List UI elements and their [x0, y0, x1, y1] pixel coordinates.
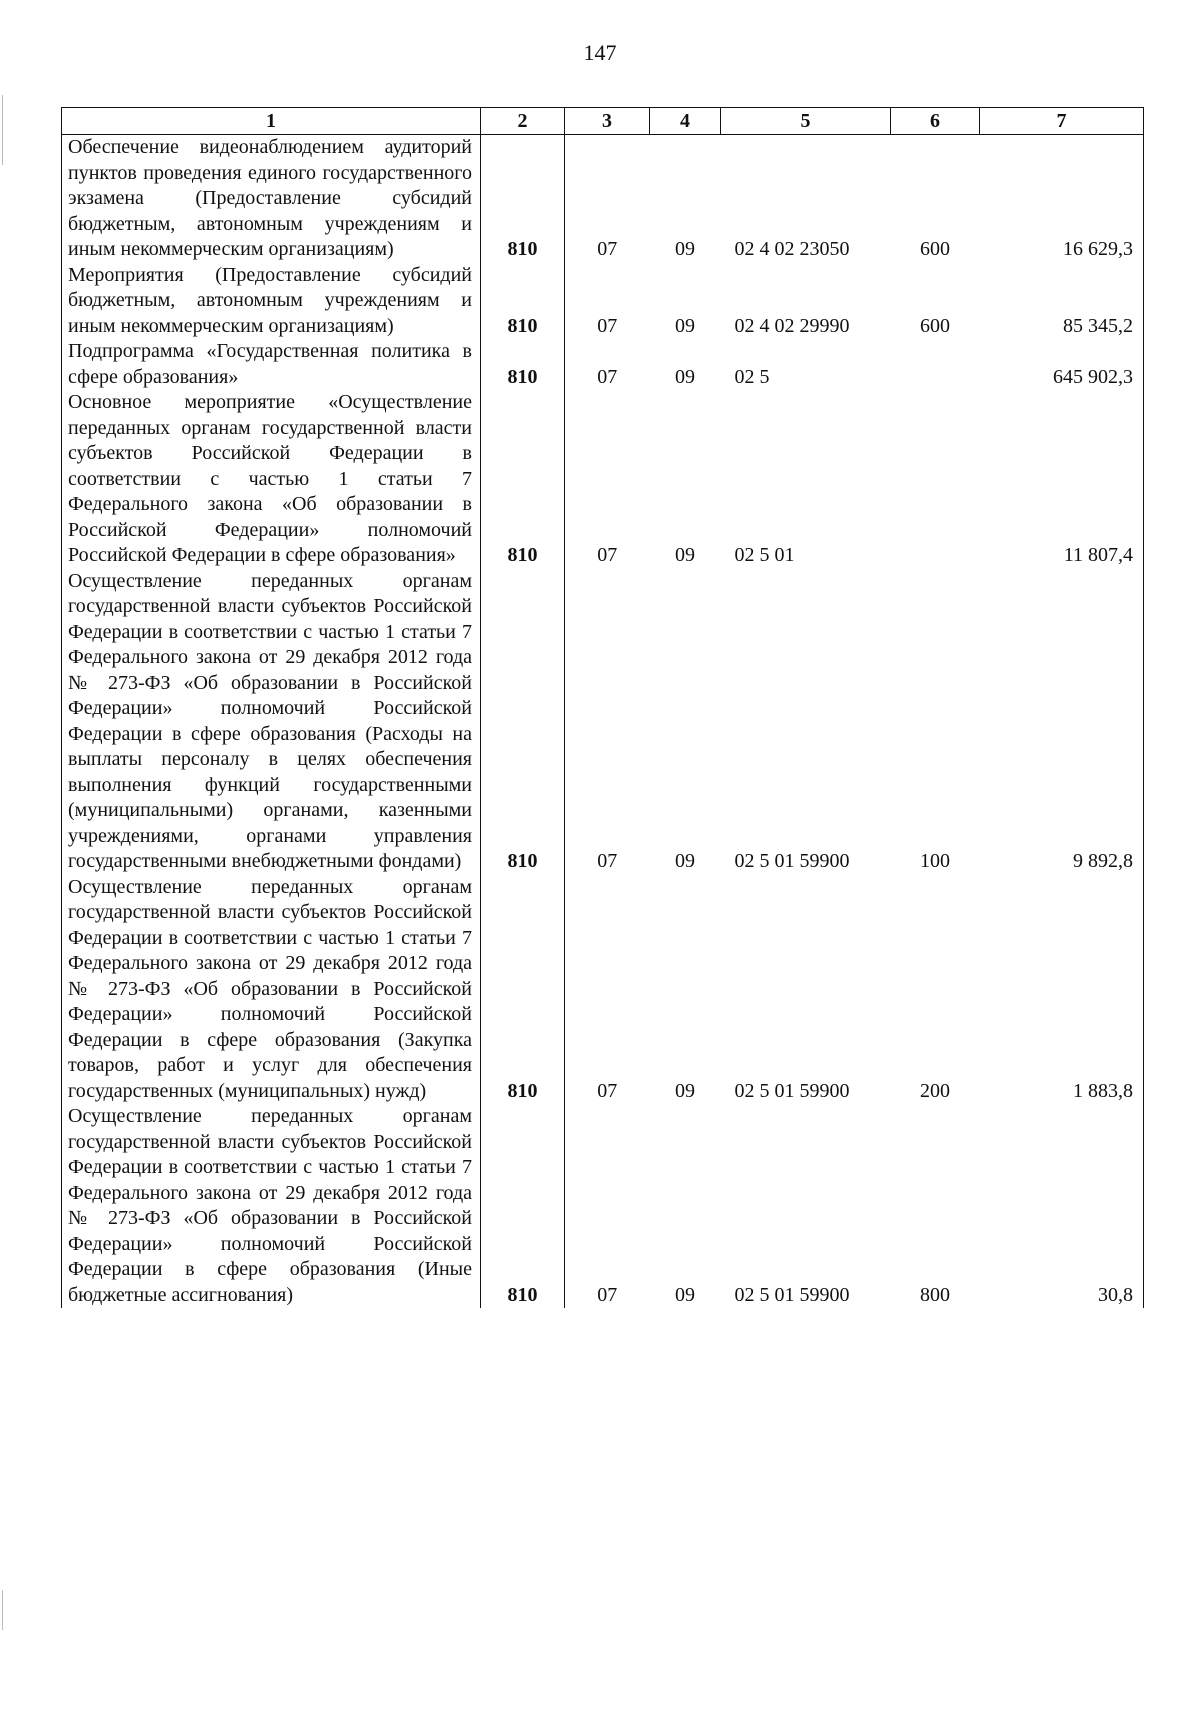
row-ministry-code: 810	[481, 1104, 565, 1308]
table-row	[62, 875, 1144, 1105]
row-ministry-code: 810	[481, 339, 565, 390]
row-expense-type: 200	[920, 1079, 950, 1102]
row-amount: 11 807,4	[980, 390, 1144, 569]
row-section-code: 07	[597, 238, 618, 260]
scan-edge-mark-bottom	[2, 1590, 3, 1630]
row-description: Подпрограмма «Государственная политика в сфере образования»	[62, 339, 481, 390]
row-description: Основное мероприятие «Осуществление переданных органам государственной власти субъектов Российской Федерации в соответствии с частью 1 статьи 7 Федерального закона «Об образовании в Российской Федерации» полномочий Российской Федерации в сфере образования»	[62, 390, 481, 569]
row-section-code: 07	[597, 314, 618, 337]
row-amount: 16 629,3	[980, 135, 1144, 263]
row-subsection-code: 09	[675, 1283, 695, 1306]
row-section-code: 07	[597, 1079, 618, 1102]
table-row	[62, 1104, 1144, 1308]
row-target-article: 02 5 01 59900	[734, 850, 850, 872]
column-header-1: 1	[62, 108, 481, 135]
row-subsection-code: 09	[675, 544, 695, 566]
column-header-4: 4	[650, 108, 721, 135]
row-description: Мероприятия (Предоставление субсидий бюджетным, автономным учреждениям и иным некоммерческим организациям)	[62, 263, 481, 340]
row-amount: 85 345,2	[980, 263, 1144, 340]
row-subsection-code: 09	[675, 365, 695, 388]
row-expense-type: 600	[920, 314, 950, 337]
column-header-6: 6	[891, 108, 980, 135]
row-expense-type: 600	[920, 238, 950, 260]
row-subsection-code: 09	[675, 1079, 695, 1102]
row-description: Осуществление переданных органам государственной власти субъектов Российской Федерации в соответствии с частью 1 статьи 7 Федерального закона от 29 декабря 2012 года № 273-ФЗ «Об образовании в Российской Федерации» полномочий Российской Федерации в сфере образования (Расходы на выплаты персоналу в целях обеспечения выполнения функций государственными (муниципальными) органами, казенными учреждениями, органами управления государственными внебюджетными фондами)	[62, 569, 481, 875]
row-subsection-code: 09	[675, 850, 695, 872]
row-ministry-code: 810	[481, 263, 565, 340]
row-ministry-code: 810	[481, 569, 565, 875]
row-target-article: 02 5 01	[734, 544, 795, 566]
row-amount: 1 883,8	[980, 875, 1144, 1105]
row-subsection-code: 09	[675, 314, 695, 337]
row-expense-type: 100	[920, 850, 950, 872]
row-section-code: 07	[597, 1283, 618, 1306]
table-row	[62, 390, 1144, 569]
row-target-article: 02 5 01 59900	[734, 1283, 850, 1306]
scan-edge-mark-top	[2, 95, 3, 165]
row-target-article: 02 5 01 59900	[734, 1079, 850, 1102]
row-ministry-code: 810	[481, 135, 565, 263]
row-target-article: 02 4 02 23050	[734, 238, 850, 260]
row-ministry-code: 810	[481, 390, 565, 569]
row-description: Осуществление переданных органам государственной власти субъектов Российской Федерации в соответствии с частью 1 статьи 7 Федерального закона от 29 декабря 2012 года № 273-ФЗ «Об образовании в Российской Федерации» полномочий Российской Федерации в сфере образования (Иные бюджетные ассигнования)	[62, 1104, 481, 1308]
table-row	[62, 339, 1144, 390]
row-subsection-code: 09	[675, 238, 695, 260]
row-amount: 30,8	[980, 1104, 1144, 1308]
table-header-row	[62, 108, 1144, 135]
row-section-code: 07	[597, 365, 618, 388]
row-section-code: 07	[597, 850, 618, 872]
column-header-5: 5	[721, 108, 891, 135]
row-amount: 9 892,8	[980, 569, 1144, 875]
table-row	[62, 263, 1144, 340]
budget-table	[61, 107, 1144, 1308]
row-expense-type	[891, 339, 980, 390]
row-target-article: 02 4 02 29990	[734, 314, 850, 337]
row-description: Обеспечение видеонаблюдением аудиторий пунктов проведения единого государственного экзамена (Предоставление субсидий бюджетным, автономным учреждениям и иным некоммерческим организациям)	[62, 135, 481, 263]
table-row	[62, 135, 1144, 263]
column-header-2: 2	[481, 108, 565, 135]
column-header-7: 7	[980, 108, 1144, 135]
column-header-3: 3	[565, 108, 650, 135]
row-expense-type: 800	[920, 1283, 950, 1306]
page-number: 147	[583, 40, 617, 65]
row-target-article: 02 5	[734, 365, 770, 388]
row-amount: 645 902,3	[980, 339, 1144, 390]
table-row	[62, 569, 1144, 875]
row-expense-type	[891, 390, 980, 569]
row-ministry-code: 810	[481, 875, 565, 1105]
row-description: Осуществление переданных органам государственной власти субъектов Российской Федерации в соответствии с частью 1 статьи 7 Федерального закона от 29 декабря 2012 года № 273-ФЗ «Об образовании в Российской Федерации» полномочий Российской Федерации в сфере образования (Закупка товаров, работ и услуг для обеспечения государственных (муниципальных) нужд)	[62, 875, 481, 1105]
row-section-code: 07	[597, 544, 618, 566]
